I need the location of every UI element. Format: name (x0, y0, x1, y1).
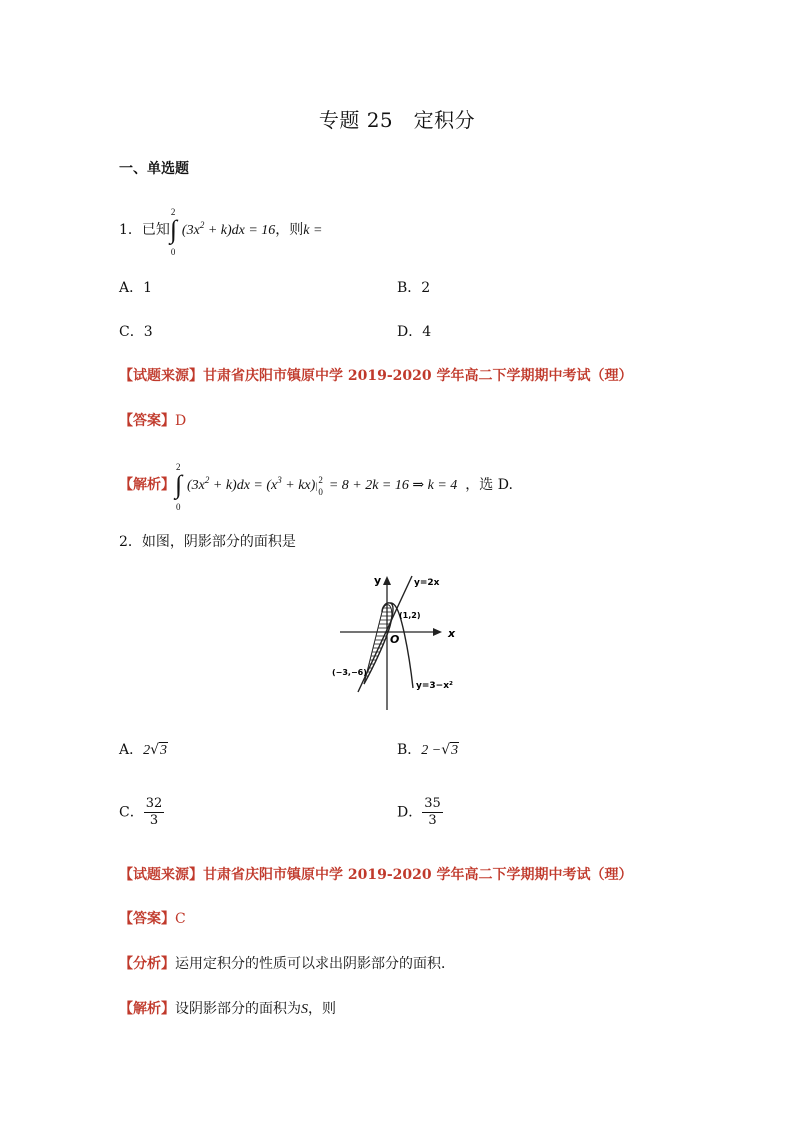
q1-option-b[interactable]: B．2 (397, 280, 431, 296)
q1-analysis-tag: 【解析】 (119, 477, 175, 493)
figure-line-label: y=2x (414, 578, 440, 588)
q2-option-c-fraction: $\frac{32}{3}$ (145, 796, 163, 828)
q2-option-d[interactable]: D． $\frac{35}{3}$ (397, 796, 441, 828)
shaded-region (364, 605, 392, 684)
figure-origin-label: O (390, 633, 400, 646)
q1-option-c[interactable]: C．3 (119, 324, 153, 340)
q1-integral-sign: 2 ∫ 0 (170, 216, 182, 241)
q1-number: 1．已知 (119, 222, 170, 238)
q1-var: k = (303, 223, 323, 238)
q1-option-d[interactable]: D．4 (397, 324, 432, 340)
figure-curve-label: y=3−x² (416, 681, 453, 691)
q1-sol-expression: $(3x^2 + k)dx = (x^3 + kx)|$ 2 0 = 8 + 2k = 16 ⇒ k = 4 (187, 475, 458, 497)
section-heading: 一、单选题 (119, 161, 189, 177)
q1-integrand: $(3x^2 + k)dx = 16$ (181, 220, 276, 238)
figure-point-upper: (1,2) (399, 611, 421, 620)
q2-answer: 【答案】C (119, 911, 186, 927)
x-axis-arrow (433, 628, 442, 636)
q1-int-upper: 2 (170, 207, 176, 217)
q1-stem (119, 207, 323, 257)
q2-source: 【试题来源】甘肃省庆阳市镇原中学 2019-2020 学年高二下学期期中考试（理） (119, 867, 633, 883)
q2-option-b[interactable]: B．2 −√3 (397, 742, 459, 758)
q1-sol-suffix: ，选 D. (465, 477, 513, 493)
q1-int-lower: 0 (170, 247, 176, 257)
q1-suffix: ，则 (275, 222, 304, 238)
figure-point-lower: (−3,−6) (332, 668, 367, 677)
q2-fenxi: 【分析】运用定积分的性质可以求出阴影部分的面积． (119, 956, 455, 972)
q1-solution (119, 462, 513, 512)
q2-figure (330, 570, 470, 712)
q1-sol-integral-sign: 2 ∫ 0 (175, 462, 183, 512)
y-axis-arrow (383, 576, 391, 585)
q2-option-a[interactable]: A．2√3 (119, 742, 168, 758)
q2-analysis: 【解析】设阴影部分的面积为S，则 (119, 1001, 336, 1017)
figure-y-label: y (374, 574, 382, 587)
figure-x-label: x (448, 627, 456, 640)
q2-option-d-fraction: $\frac{35}{3}$ (424, 796, 441, 828)
q2-option-c[interactable]: C． $\frac{32}{3}$ (119, 796, 163, 828)
q1-option-a[interactable]: A．1 (119, 280, 153, 296)
q1-source: 【试题来源】甘肃省庆阳市镇原中学 2019-2020 学年高二下学期期中考试（理） (119, 368, 633, 384)
q1-answer: 【答案】D (119, 413, 187, 429)
q2-stem: 2．如图，阴影部分的面积是 (119, 534, 296, 550)
page-title: 专题 25 定积分 (318, 108, 476, 132)
